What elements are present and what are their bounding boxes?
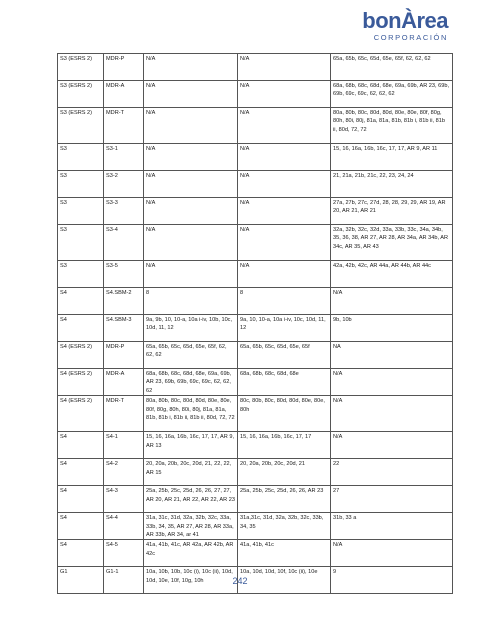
col4-cell: 31a,31c, 31d, 32a, 32b, 32c, 33b, 34, 35 xyxy=(238,513,331,540)
logo-subtitle: CORPORACIÓN xyxy=(373,33,448,42)
col4-cell: 25a, 25b, 25c, 25d, 26, 26, AR 23 xyxy=(238,486,331,513)
standard-cell: S3 (ESRS 2) xyxy=(58,54,104,81)
col4-cell: 9a, 10, 10-a, 10a i-iv, 10c, 10d, 11, 12 xyxy=(238,315,331,342)
disclosure-cell: MDR-P xyxy=(104,342,144,369)
table-row xyxy=(58,225,453,261)
disclosure-cell: S4-3 xyxy=(104,486,144,513)
col5-cell: NA xyxy=(331,342,453,369)
col5-cell: 9 xyxy=(331,567,453,594)
standard-cell: S4 xyxy=(58,513,104,540)
disclosure-cell: S4.SBM-2 xyxy=(104,288,144,315)
col4-cell: 20, 20a, 20b, 20c, 20d, 21 xyxy=(238,459,331,486)
col3-cell: N/A xyxy=(144,81,238,108)
disclosure-cell: S4-4 xyxy=(104,513,144,540)
table-body xyxy=(58,54,453,594)
col5-cell: N/A xyxy=(331,288,453,315)
disclosure-cell: S3-1 xyxy=(104,144,144,171)
table-row xyxy=(58,396,453,432)
disclosure-cell: MDR-A xyxy=(104,81,144,108)
standard-cell: S3 xyxy=(58,261,104,288)
disclosure-cell: MDR-T xyxy=(104,108,144,144)
col5-cell: N/A xyxy=(331,369,453,396)
standard-cell: S4 xyxy=(58,459,104,486)
disclosure-cell: G1-1 xyxy=(104,567,144,594)
col4-cell: N/A xyxy=(238,261,331,288)
col3-cell: 8 xyxy=(144,288,238,315)
col5-cell: N/A xyxy=(331,396,453,432)
standard-cell: S4 xyxy=(58,432,104,459)
col3-cell: 10a, 10b, 10b, 10c (i), 10c (ii), 10d, 10d, 10e, 10f, 10g, 10h xyxy=(144,567,238,594)
disclosure-cell: S3-2 xyxy=(104,171,144,198)
standard-cell: S4 xyxy=(58,315,104,342)
standard-cell: G1 xyxy=(58,567,104,594)
standard-cell: S4 (ESRS 2) xyxy=(58,369,104,396)
col5-cell: 42a, 42b, 42c, AR 44a, AR 44b, AR 44c xyxy=(331,261,453,288)
table-row xyxy=(58,171,453,198)
table-row xyxy=(58,261,453,288)
standard-cell: S4 xyxy=(58,288,104,315)
col5-cell: 32a, 32b, 32c, 32d, 33a, 33b, 33c, 34a, 34b, 35, 36, 38, AR 27, AR 28, AR 34a, AR 34b, AR 34c, AR 35, AR 43 xyxy=(331,225,453,261)
table-row xyxy=(58,81,453,108)
col3-cell: N/A xyxy=(144,261,238,288)
col5-cell: 21, 21a, 21b, 21c, 22, 23, 24, 24 xyxy=(331,171,453,198)
col5-cell: 22 xyxy=(331,459,453,486)
col3-cell: 15, 16, 16a, 16b, 16c, 17, 17, AR 9, AR 13 xyxy=(144,432,238,459)
col4-cell: N/A xyxy=(238,171,331,198)
col3-cell: 41a, 41b, 41c, AR 42a, AR 42b, AR 42c xyxy=(144,540,238,567)
col4-cell: 68a, 68b, 68c, 68d, 68e xyxy=(238,369,331,396)
col5-cell: 65a, 65b, 65c, 65d, 65e, 65f, 62, 62, 62 xyxy=(331,54,453,81)
disclosure-cell: S4-1 xyxy=(104,432,144,459)
col5-cell: 31b, 33 a xyxy=(331,513,453,540)
table-row xyxy=(58,342,453,369)
col4-cell: N/A xyxy=(238,225,331,261)
standard-cell: S3 xyxy=(58,144,104,171)
standard-cell: S3 xyxy=(58,225,104,261)
table-row xyxy=(58,54,453,81)
col3-cell: N/A xyxy=(144,108,238,144)
col5-cell: 68a, 68b, 68c, 68d, 68e, 69a, 69b, AR 23, 69b, 69b, 69c, 69c, 62, 62, 62 xyxy=(331,81,453,108)
table-row xyxy=(58,198,453,225)
col3-cell: N/A xyxy=(144,198,238,225)
col4-cell: 65a, 65b, 65c, 65d, 65e, 65f xyxy=(238,342,331,369)
table-row xyxy=(58,432,453,459)
col3-cell: 9a, 9b, 10, 10-a, 10a i-iv, 10b, 10c, 10d, 11, 12 xyxy=(144,315,238,342)
table-row xyxy=(58,486,453,513)
col5-cell: N/A xyxy=(331,540,453,567)
disclosure-cell: S4.SBM-3 xyxy=(104,315,144,342)
standard-cell: S4 xyxy=(58,540,104,567)
col3-cell: N/A xyxy=(144,225,238,261)
table-row xyxy=(58,540,453,567)
col3-cell: 20, 20a, 20b, 20c, 20d, 21, 22, 22, AR 15 xyxy=(144,459,238,486)
standard-cell: S4 (ESRS 2) xyxy=(58,342,104,369)
table-row xyxy=(58,144,453,171)
standard-cell: S4 xyxy=(58,486,104,513)
table-row xyxy=(58,315,453,342)
col4-cell: 10a, 10d, 10d, 10f, 10c (ii), 10e xyxy=(238,567,331,594)
col5-cell: 9b, 10b xyxy=(331,315,453,342)
col3-cell: N/A xyxy=(144,171,238,198)
disclosure-cell: S3-4 xyxy=(104,225,144,261)
disclosure-cell: S3-5 xyxy=(104,261,144,288)
table-row xyxy=(58,459,453,486)
col4-cell: 15, 16, 16a, 16b, 16c, 17, 17 xyxy=(238,432,331,459)
disclosure-cell: MDR-P xyxy=(104,54,144,81)
col5-cell: 27 xyxy=(331,486,453,513)
page-number: 242 xyxy=(232,576,248,586)
table-row xyxy=(58,288,453,315)
disclosure-cell: S3-3 xyxy=(104,198,144,225)
col3-cell: 68a, 68b, 68c, 68d, 68e, 69a, 69b, AR 23, 69b, 69b, 69c, 69c, 62, 62, 62 xyxy=(144,369,238,396)
table-row xyxy=(58,108,453,144)
col5-cell: 27a, 27b, 27c, 27d, 28, 28, 29, 29, AR 19, AR 20, AR 21, AR 21 xyxy=(331,198,453,225)
col3-cell: 80a, 80b, 80c, 80d, 80d, 80e, 80e, 80f, 80g, 80h, 80i, 80j, 81a, 81a, 81b, 81b i, 81b ii, 81b ii, 80d, 72, 72 xyxy=(144,396,238,432)
col4-cell: N/A xyxy=(238,81,331,108)
col5-cell: N/A xyxy=(331,432,453,459)
col5-cell: 80a, 80b, 80c, 80d, 80d, 80e, 80e, 80f, 80g, 80h, 80i, 80j, 81a, 81a, 81b, 81b i, 81b ii, 81b ii, 80d, 72, 72 xyxy=(331,108,453,144)
col3-cell: 25a, 25b, 25c, 25d, 26, 26, 27, 27, AR 20, AR 21, AR 22, AR 22, AR 23 xyxy=(144,486,238,513)
standard-cell: S4 (ESRS 2) xyxy=(58,396,104,432)
table-row xyxy=(58,369,453,396)
standard-cell: S3 (ESRS 2) xyxy=(58,81,104,108)
col4-cell: N/A xyxy=(238,108,331,144)
col4-cell: 8 xyxy=(238,288,331,315)
standard-cell: S3 xyxy=(58,171,104,198)
standard-cell: S3 xyxy=(58,198,104,225)
col4-cell: N/A xyxy=(238,198,331,225)
table-row xyxy=(58,513,453,540)
disclosure-cell: MDR-A xyxy=(104,369,144,396)
col4-cell: 80c, 80b, 80c, 80d, 80d, 80e, 80e, 80h xyxy=(238,396,331,432)
disclosure-cell: S4-5 xyxy=(104,540,144,567)
esrs-index-table xyxy=(57,53,453,594)
col5-cell: 15, 16, 16a, 16b, 16c, 17, 17, AR 9, AR 11 xyxy=(331,144,453,171)
col3-cell: 65a, 65b, 65c, 65d, 65e, 65f, 62, 62, 62 xyxy=(144,342,238,369)
col3-cell: 31a, 31c, 31d, 32a, 32b, 32c, 33a, 33b, 34, 35, AR 27, AR 28, AR 33a, AR 33b, AR 34, ar 41 xyxy=(144,513,238,540)
col4-cell: 41a, 41b, 41c xyxy=(238,540,331,567)
standard-cell: S3 (ESRS 2) xyxy=(58,108,104,144)
disclosure-cell: MDR-T xyxy=(104,396,144,432)
disclosure-cell: S4-2 xyxy=(104,459,144,486)
company-logo xyxy=(336,10,448,42)
col4-cell: N/A xyxy=(238,54,331,81)
col3-cell: N/A xyxy=(144,54,238,81)
col4-cell: N/A xyxy=(238,144,331,171)
logo-wordmark: bonÀrea xyxy=(362,8,448,33)
col3-cell: N/A xyxy=(144,144,238,171)
